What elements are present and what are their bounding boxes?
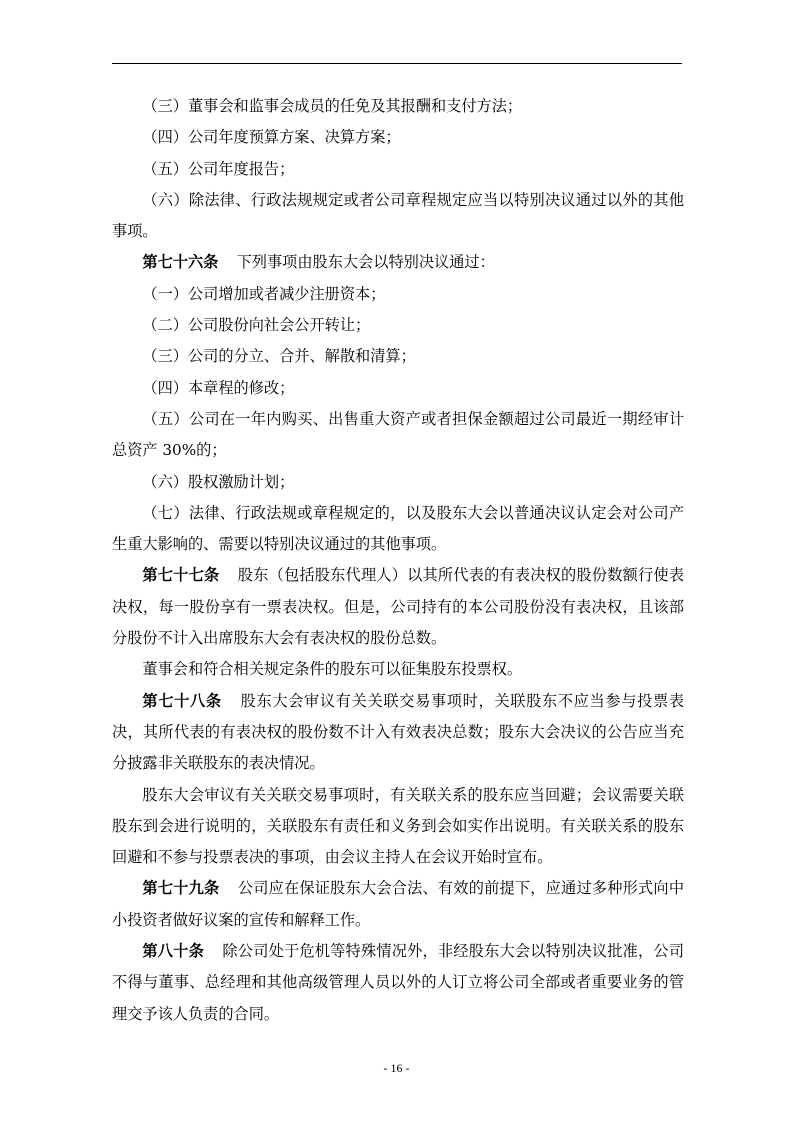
clause-item-7 [112, 498, 684, 561]
clause-item-1 [112, 279, 684, 310]
paragraph-text: 股东大会审议有关关联交易事项时，关联股东不应当参与投票表决，其所代表的有表决权的股份数不计入有效表决总数；股东大会决议的公告应当充分披露非关联股东的表决情况。 [112, 691, 685, 773]
article-77 [112, 560, 684, 654]
clause-item-5 [112, 404, 684, 467]
article-77-paragraph [112, 654, 684, 685]
clause-item-6 [112, 185, 684, 248]
clause-item-4 [112, 373, 684, 404]
document-body [112, 91, 684, 1030]
paragraph-text: （三）董事会和监事会成员的任免及其报酬和支付方法； [142, 97, 523, 115]
clause-item-3 [112, 341, 684, 372]
paragraph-text: （七）法律、行政法规或章程规定的，以及股东大会以普通决议认定会对公司产生重大影响的、需要以特别决议通过的其他事项。 [112, 503, 684, 554]
paragraph-text: （三）公司的分立、合并、解散和清算； [142, 347, 416, 366]
paragraph-text: 公司应在保证股东大会合法、有效的前提下，应通过多种形式向中小投资者做好议案的宣传和解释工作。 [112, 879, 685, 929]
article-78 [112, 686, 684, 780]
article-heading: 第八十条 [142, 942, 204, 961]
article-heading: 第七十六条 [142, 253, 219, 272]
paragraph-text: （五）公司在一年内购买、出售重大资产或者担保金额超过公司最近一期经审计总资产 30%的； [112, 409, 684, 460]
paragraph-text: （四）本章程的修改； [142, 378, 295, 397]
clause-item-4 [112, 122, 684, 153]
article-80 [112, 936, 684, 1030]
article-heading: 第七十八条 [142, 691, 222, 710]
paragraph-text: （六）股权激励计划； [142, 472, 295, 491]
paragraph-text: 董事会和符合相关规定条件的股东可以征集股东投票权。 [142, 660, 523, 679]
clause-item-2 [112, 310, 684, 341]
article-78-paragraph [112, 780, 684, 874]
header-rule [112, 63, 682, 64]
page-number: - 16 - [383, 1061, 410, 1075]
paragraph-text: （二）公司股份向社会公开转让； [142, 316, 371, 335]
paragraph-text: 下列事项由股东大会以特别决议通过： [236, 253, 495, 272]
paragraph-text: 除公司处于危机等特殊情况外，非经股东大会以特别决议批准，公司不得与董事、总经理和其他高级管理人员以外的人订立将公司全部或者重要业务的管理交予该人负责的合同。 [112, 942, 685, 1023]
clause-item-3 [112, 91, 684, 122]
clause-item-5 [112, 154, 684, 185]
paragraph-text: （一）公司增加或者减少注册资本； [142, 284, 386, 303]
paragraph-text: 股东大会审议有关关联交易事项时，有关联关系的股东应当回避；会议需要关联股东到会进行说明的，关联股东有责任和义务到会如实作出说明。有关联关系的股东回避和不参与投票表决的事项，由会议主持人在会议开始时宣布。 [112, 785, 684, 867]
clause-item-6 [112, 467, 684, 498]
article-heading: 第七十九条 [142, 879, 220, 898]
article-76 [112, 247, 684, 278]
article-heading: 第七十七条 [142, 566, 220, 585]
paragraph-text: 股东（包括股东代理人）以其所代表的有表决权的股份数额行使表决权，每一股份享有一票表决权。但是，公司持有的本公司股份没有表决权，且该部分股份不计入出席股东大会有表决权的股份总数。 [112, 566, 685, 648]
paragraph-text: （五）公司年度报告； [142, 159, 295, 178]
paragraph-text: （四）公司年度预算方案、决算方案； [142, 128, 401, 147]
paragraph-text: （六）除法律、行政法规规定或者公司章程规定应当以特别决议通过以外的其他事项。 [112, 190, 684, 241]
article-79 [112, 873, 684, 936]
